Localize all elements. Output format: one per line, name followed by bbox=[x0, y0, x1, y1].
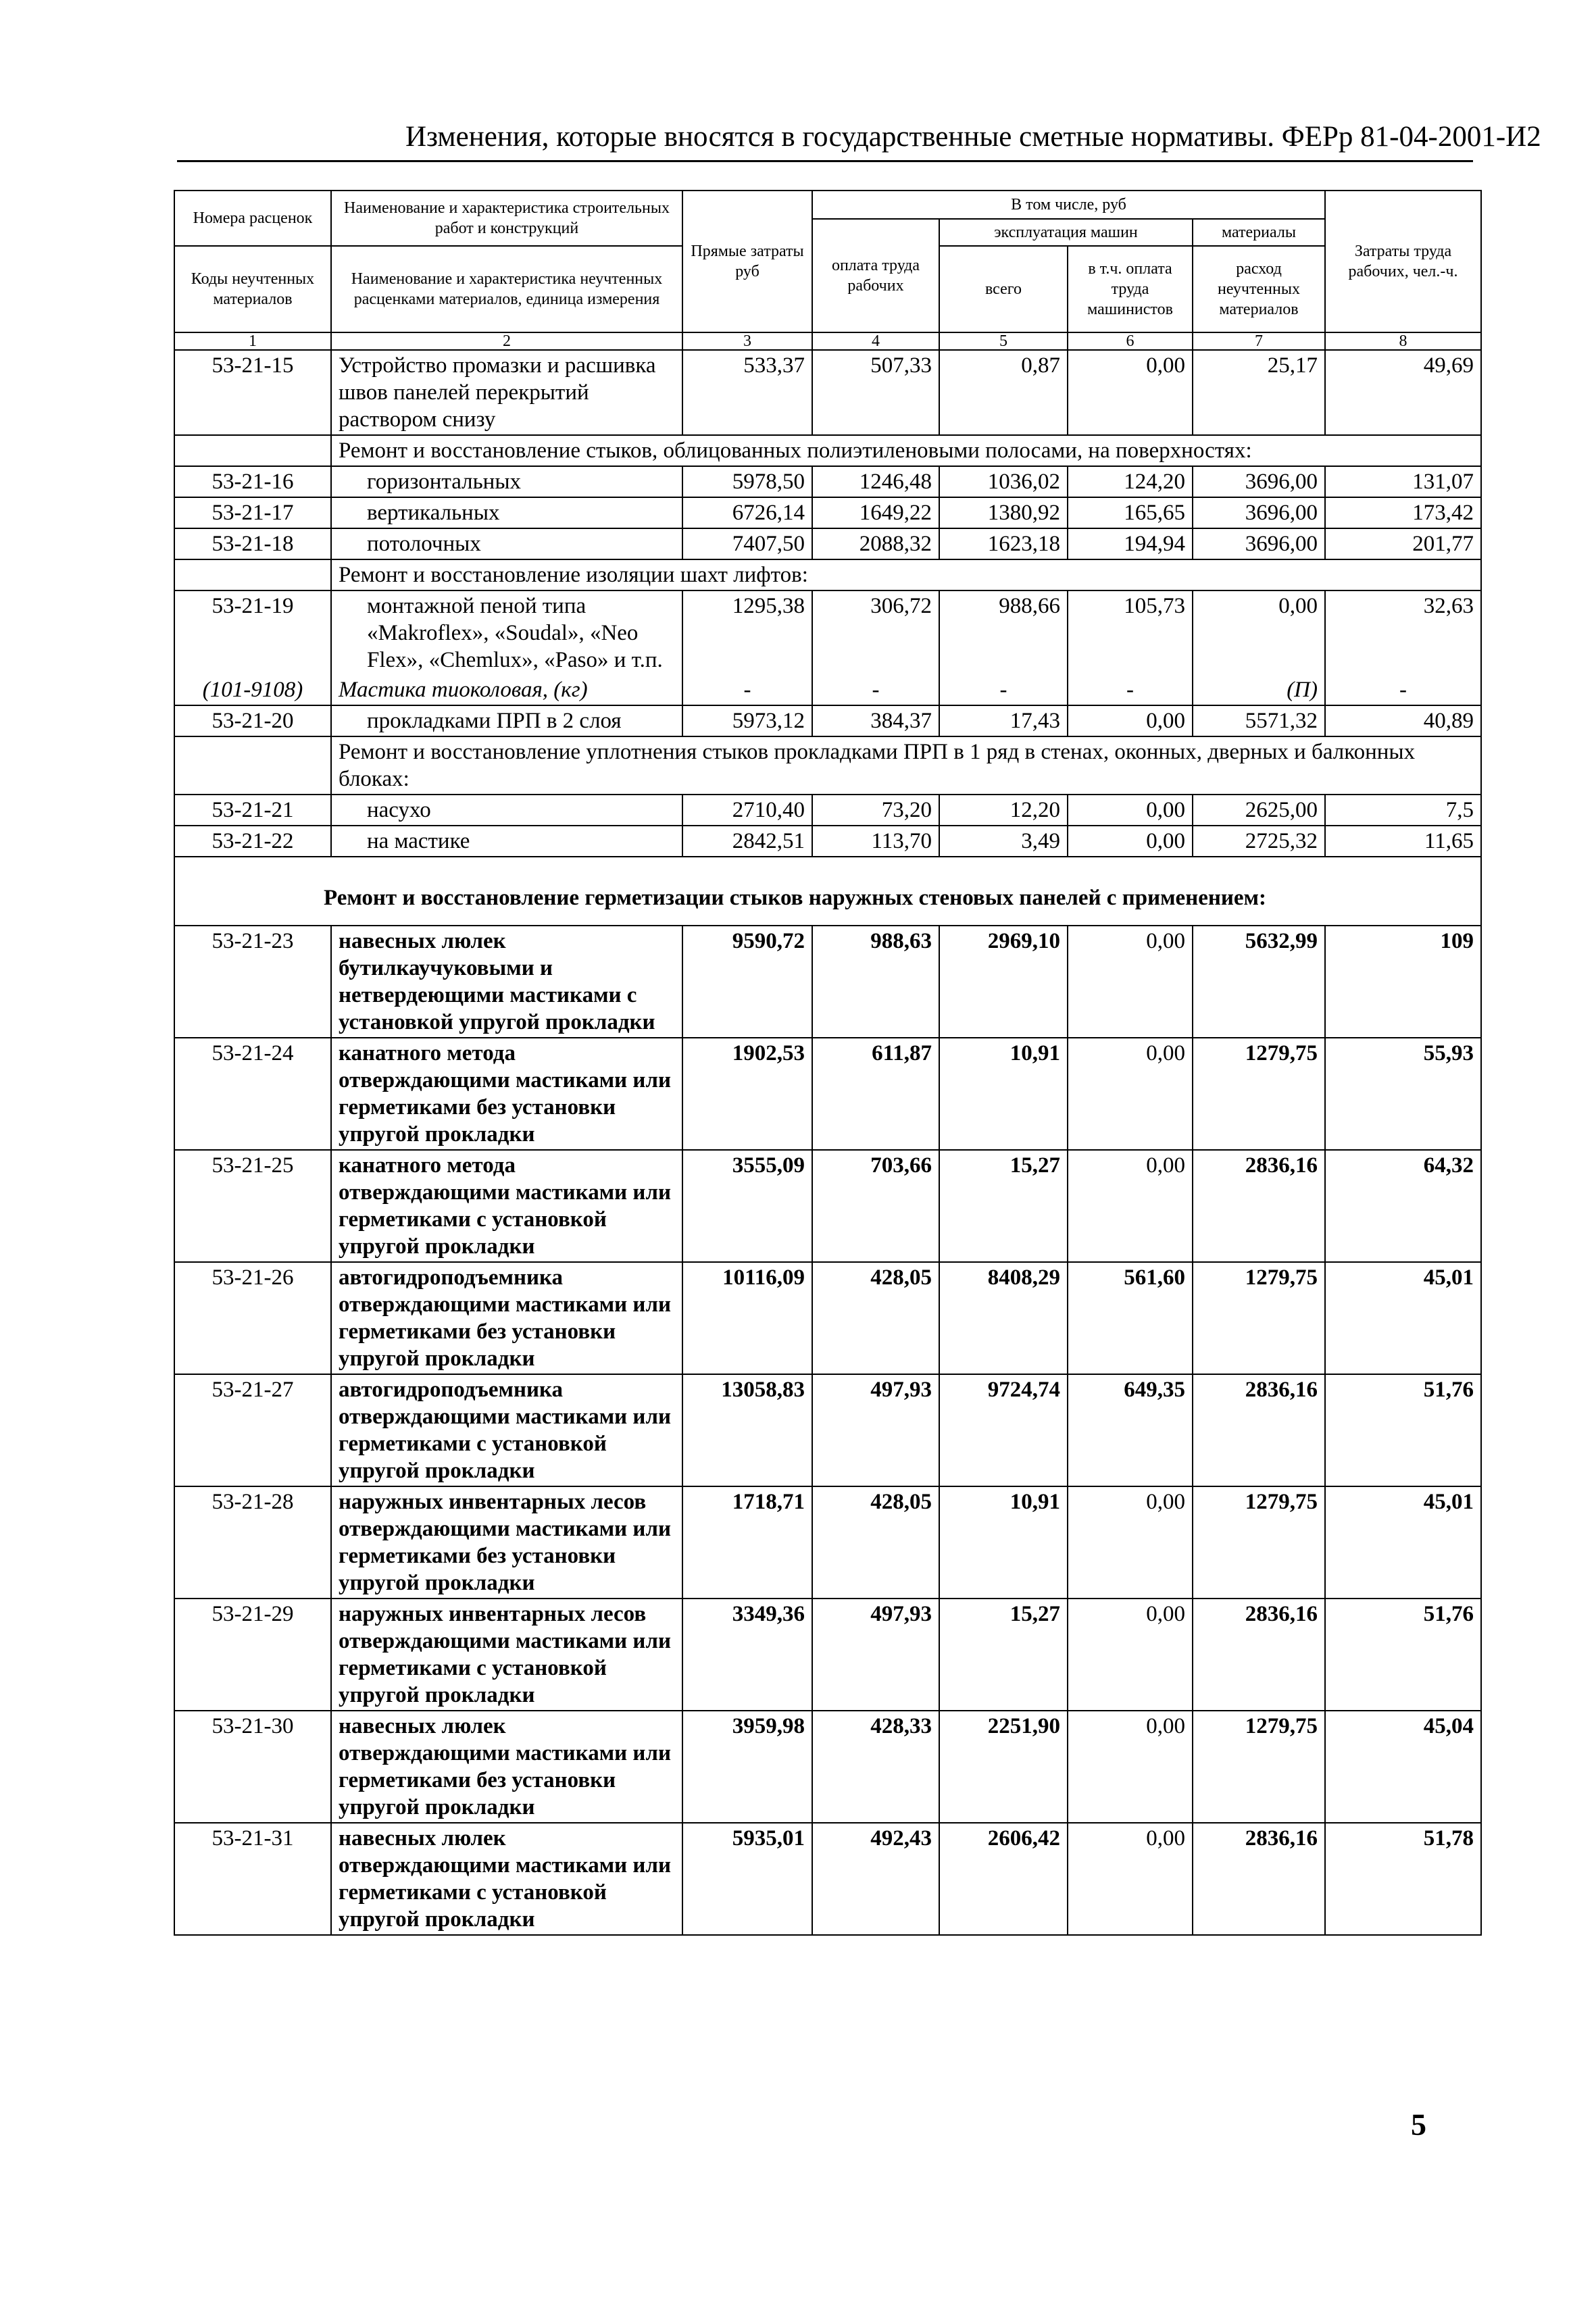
materials: 5632,99 bbox=[1193, 926, 1325, 1038]
table-row bbox=[174, 705, 1481, 736]
col-number: 7 bbox=[1193, 332, 1325, 350]
table-row bbox=[174, 1486, 1481, 1599]
operator-pay: 0,00 bbox=[1068, 795, 1193, 826]
labor-pay: 1649,22 bbox=[812, 497, 939, 528]
rate-code: 53-21-19 bbox=[174, 590, 331, 675]
operator-pay: 0,00 bbox=[1068, 826, 1193, 857]
section-title: Ремонт и восстановление изоляции шахт лифтов: bbox=[331, 559, 1481, 590]
labor-pay: 497,93 bbox=[812, 1374, 939, 1486]
col-number: 1 bbox=[174, 332, 331, 350]
labor-hours: 201,77 bbox=[1325, 528, 1481, 559]
materials: 1279,75 bbox=[1193, 1038, 1325, 1150]
rate-code: 53-21-20 bbox=[174, 705, 331, 736]
machines-total: 988,66 bbox=[939, 590, 1068, 675]
materials: 2725,32 bbox=[1193, 826, 1325, 857]
header-material-consumption: расход неучтенных материалов bbox=[1193, 246, 1325, 332]
labor-hours: 55,93 bbox=[1325, 1038, 1481, 1150]
labor-pay: 428,05 bbox=[812, 1262, 939, 1374]
table-row bbox=[174, 926, 1481, 1038]
materials: 1279,75 bbox=[1193, 1262, 1325, 1374]
materials: 2836,16 bbox=[1193, 1823, 1325, 1935]
table-row bbox=[174, 1038, 1481, 1150]
labor-hours: - bbox=[1325, 675, 1481, 705]
table-row bbox=[174, 1150, 1481, 1262]
work-name: Устройство промазки и расшивка швов панелей перекрытий раствором снизу bbox=[331, 350, 682, 435]
machines-total: 12,20 bbox=[939, 795, 1068, 826]
machines-total: 9724,74 bbox=[939, 1374, 1068, 1486]
labor-hours: 51,78 bbox=[1325, 1823, 1481, 1935]
work-name: канатного метода отверждающими мастиками или герметиками без установки упругой прокладки bbox=[331, 1038, 682, 1150]
operator-pay: 0,00 bbox=[1068, 1599, 1193, 1711]
materials: 2836,16 bbox=[1193, 1599, 1325, 1711]
labor-pay: 507,33 bbox=[812, 350, 939, 435]
labor-pay: 1246,48 bbox=[812, 466, 939, 497]
labor-pay: 73,20 bbox=[812, 795, 939, 826]
table-row bbox=[174, 1823, 1481, 1935]
materials: 1279,75 bbox=[1193, 1711, 1325, 1823]
rate-code: 53-21-15 bbox=[174, 350, 331, 435]
table-row bbox=[174, 1262, 1481, 1374]
rate-code: 53-21-27 bbox=[174, 1374, 331, 1486]
labor-hours: 173,42 bbox=[1325, 497, 1481, 528]
rate-code: 53-21-22 bbox=[174, 826, 331, 857]
rate-code: 53-21-25 bbox=[174, 1150, 331, 1262]
work-name: наружных инвентарных лесов отверждающими мастиками или герметиками без установки упругой прокладки bbox=[331, 1486, 682, 1599]
header-direct-costs: Прямые затраты руб bbox=[682, 191, 812, 332]
direct-costs: 3959,98 bbox=[682, 1711, 812, 1823]
work-name: на мастике bbox=[331, 826, 682, 857]
labor-pay: 611,87 bbox=[812, 1038, 939, 1150]
operator-pay: 649,35 bbox=[1068, 1374, 1193, 1486]
machines-total: 2606,42 bbox=[939, 1823, 1068, 1935]
table-row bbox=[174, 795, 1481, 826]
materials: 3696,00 bbox=[1193, 528, 1325, 559]
materials: 1279,75 bbox=[1193, 1486, 1325, 1599]
rate-code: 53-21-24 bbox=[174, 1038, 331, 1150]
machines-total: 8408,29 bbox=[939, 1262, 1068, 1374]
direct-costs: 7407,50 bbox=[682, 528, 812, 559]
work-name: прокладками ПРП в 2 слоя bbox=[331, 705, 682, 736]
materials: 0,00 bbox=[1193, 590, 1325, 675]
labor-hours: 131,07 bbox=[1325, 466, 1481, 497]
materials: 2836,16 bbox=[1193, 1150, 1325, 1262]
machines-total: 2251,90 bbox=[939, 1711, 1068, 1823]
machines-total: 0,87 bbox=[939, 350, 1068, 435]
operator-pay: 0,00 bbox=[1068, 1038, 1193, 1150]
rate-code: 53-21-26 bbox=[174, 1262, 331, 1374]
materials: 3696,00 bbox=[1193, 466, 1325, 497]
header-labor-pay: оплата труда рабочих bbox=[812, 219, 939, 332]
rate-code: 53-21-21 bbox=[174, 795, 331, 826]
operator-pay: 0,00 bbox=[1068, 1150, 1193, 1262]
direct-costs: 1902,53 bbox=[682, 1038, 812, 1150]
header-material-name: Наименование и характеристика неучтенных расценками материалов, единица измерения bbox=[331, 246, 682, 332]
rate-code: 53-21-18 bbox=[174, 528, 331, 559]
labor-hours: 45,01 bbox=[1325, 1486, 1481, 1599]
labor-hours: 109 bbox=[1325, 926, 1481, 1038]
labor-pay: 703,66 bbox=[812, 1150, 939, 1262]
header-machines-total: всего bbox=[939, 246, 1068, 332]
material-code: (101-9108) bbox=[174, 675, 331, 705]
col-number: 6 bbox=[1068, 332, 1193, 350]
section-title: Ремонт и восстановление уплотнения стыков прокладками ПРП в 1 ряд в стенах, оконных, дверных и балконных блоках: bbox=[331, 736, 1481, 795]
table-row bbox=[174, 826, 1481, 857]
table-row bbox=[174, 350, 1481, 435]
work-name: горизонтальных bbox=[331, 466, 682, 497]
labor-pay: 113,70 bbox=[812, 826, 939, 857]
operator-pay: 105,73 bbox=[1068, 590, 1193, 675]
operator-pay: 0,00 bbox=[1068, 926, 1193, 1038]
labor-hours: 40,89 bbox=[1325, 705, 1481, 736]
col-number: 4 bbox=[812, 332, 939, 350]
labor-pay: 497,93 bbox=[812, 1599, 939, 1711]
machines-total: 17,43 bbox=[939, 705, 1068, 736]
direct-costs: 13058,83 bbox=[682, 1374, 812, 1486]
work-name: насухо bbox=[331, 795, 682, 826]
direct-costs: 9590,72 bbox=[682, 926, 812, 1038]
materials: 2625,00 bbox=[1193, 795, 1325, 826]
operator-pay: 165,65 bbox=[1068, 497, 1193, 528]
work-name: автогидроподъемника отверждающими мастиками или герметиками с установкой упругой прокладки bbox=[331, 1374, 682, 1486]
table-row bbox=[174, 1374, 1481, 1486]
rate-code: 53-21-23 bbox=[174, 926, 331, 1038]
operator-pay: 0,00 bbox=[1068, 1823, 1193, 1935]
direct-costs: 6726,14 bbox=[682, 497, 812, 528]
rate-code: 53-21-30 bbox=[174, 1711, 331, 1823]
direct-costs: 2842,51 bbox=[682, 826, 812, 857]
direct-costs: 10116,09 bbox=[682, 1262, 812, 1374]
materials: (П) bbox=[1193, 675, 1325, 705]
col-number: 5 bbox=[939, 332, 1068, 350]
materials: 2836,16 bbox=[1193, 1374, 1325, 1486]
table-row bbox=[174, 1711, 1481, 1823]
direct-costs: 5978,50 bbox=[682, 466, 812, 497]
direct-costs: 3555,09 bbox=[682, 1150, 812, 1262]
rate-code: 53-21-28 bbox=[174, 1486, 331, 1599]
work-name: вертикальных bbox=[331, 497, 682, 528]
labor-pay: 384,37 bbox=[812, 705, 939, 736]
col-number: 8 bbox=[1325, 332, 1481, 350]
section-row bbox=[174, 559, 1481, 590]
operator-pay: 0,00 bbox=[1068, 705, 1193, 736]
rate-code: 53-21-31 bbox=[174, 1823, 331, 1935]
machines-total: - bbox=[939, 675, 1068, 705]
labor-pay: 428,33 bbox=[812, 1711, 939, 1823]
machines-total: 2969,10 bbox=[939, 926, 1068, 1038]
operator-pay: 0,00 bbox=[1068, 350, 1193, 435]
labor-hours: 32,63 bbox=[1325, 590, 1481, 675]
header-rate-numbers: Номера расценок bbox=[174, 191, 331, 246]
section-row bbox=[174, 857, 1481, 926]
header-operator-pay: в т.ч. оплата труда машинистов bbox=[1068, 246, 1193, 332]
col-number: 3 bbox=[682, 332, 812, 350]
table-row bbox=[174, 1599, 1481, 1711]
labor-hours: 45,04 bbox=[1325, 1711, 1481, 1823]
work-name: навесных люлек отверждающими мастиками или герметиками без установки упругой прокладки bbox=[331, 1711, 682, 1823]
machines-total: 1036,02 bbox=[939, 466, 1068, 497]
document-title: Изменения, которые вносятся в государственные сметные нормативы. ФЕРр 81-04-2001-И2 bbox=[405, 121, 1541, 153]
materials: 3696,00 bbox=[1193, 497, 1325, 528]
materials: 5571,32 bbox=[1193, 705, 1325, 736]
header-work-name: Наименование и характеристика строительных работ и конструкций bbox=[331, 191, 682, 246]
machines-total: 10,91 bbox=[939, 1038, 1068, 1150]
direct-costs: 533,37 bbox=[682, 350, 812, 435]
direct-costs: - bbox=[682, 675, 812, 705]
machines-total: 15,27 bbox=[939, 1599, 1068, 1711]
header-materials: материалы bbox=[1193, 219, 1325, 246]
section-title: Ремонт и восстановление стыков, облицованных полиэтиленовыми полосами, на поверхностях: bbox=[331, 435, 1481, 466]
section-row bbox=[174, 736, 1481, 795]
labor-pay: 988,63 bbox=[812, 926, 939, 1038]
material-name: Мастика тиоколовая, (кг) bbox=[331, 675, 682, 705]
operator-pay: 0,00 bbox=[1068, 1711, 1193, 1823]
work-name: наружных инвентарных лесов отверждающими мастиками или герметиками с установкой упругой прокладки bbox=[331, 1599, 682, 1711]
labor-pay: 306,72 bbox=[812, 590, 939, 675]
labor-pay: - bbox=[812, 675, 939, 705]
direct-costs: 1295,38 bbox=[682, 590, 812, 675]
labor-hours: 64,32 bbox=[1325, 1150, 1481, 1262]
operator-pay: 194,94 bbox=[1068, 528, 1193, 559]
table-row bbox=[174, 590, 1481, 675]
machines-total: 1380,92 bbox=[939, 497, 1068, 528]
labor-hours: 7,5 bbox=[1325, 795, 1481, 826]
rate-code: 53-21-17 bbox=[174, 497, 331, 528]
machines-total: 15,27 bbox=[939, 1150, 1068, 1262]
header-material-codes: Коды неучтенных материалов bbox=[174, 246, 331, 332]
title-underline bbox=[177, 160, 1473, 162]
direct-costs: 3349,36 bbox=[682, 1599, 812, 1711]
labor-hours: 49,69 bbox=[1325, 350, 1481, 435]
direct-costs: 1718,71 bbox=[682, 1486, 812, 1599]
header-labor-hours: Затраты труда рабочих, чел.-ч. bbox=[1325, 191, 1481, 332]
work-name: автогидроподъемника отверждающими мастиками или герметиками без установки упругой прокладки bbox=[331, 1262, 682, 1374]
rate-code: 53-21-16 bbox=[174, 466, 331, 497]
work-name: канатного метода отверждающими мастиками или герметиками с установкой упругой прокладки bbox=[331, 1150, 682, 1262]
page-number: 5 bbox=[1411, 2107, 1426, 2142]
section-row bbox=[174, 435, 1481, 466]
operator-pay: 0,00 bbox=[1068, 1486, 1193, 1599]
direct-costs: 2710,40 bbox=[682, 795, 812, 826]
labor-hours: 11,65 bbox=[1325, 826, 1481, 857]
work-name: навесных люлек бутилкаучуковыми и нетвердеющими мастиками с установкой упругой прокладки bbox=[331, 926, 682, 1038]
work-name: навесных люлек отверждающими мастиками или герметиками с установкой упругой прокладки bbox=[331, 1823, 682, 1935]
operator-pay: 124,20 bbox=[1068, 466, 1193, 497]
operator-pay: - bbox=[1068, 675, 1193, 705]
labor-hours: 51,76 bbox=[1325, 1374, 1481, 1486]
header-machines: эксплуатация машин bbox=[939, 219, 1193, 246]
table-row bbox=[174, 528, 1481, 559]
material-row bbox=[174, 675, 1481, 705]
labor-pay: 428,05 bbox=[812, 1486, 939, 1599]
operator-pay: 561,60 bbox=[1068, 1262, 1193, 1374]
header-including: В том числе, руб bbox=[812, 191, 1325, 219]
labor-hours: 51,76 bbox=[1325, 1599, 1481, 1711]
work-name: монтажной пеной типа «Makroflex», «Soudal», «Neo Flex», «Chemlux», «Paso» и т.п. bbox=[331, 590, 682, 675]
table-row bbox=[174, 466, 1481, 497]
direct-costs: 5973,12 bbox=[682, 705, 812, 736]
work-name: потолочных bbox=[331, 528, 682, 559]
labor-pay: 2088,32 bbox=[812, 528, 939, 559]
section-title: Ремонт и восстановление герметизации стыков наружных стеновых панелей с применением: bbox=[174, 857, 1481, 926]
rate-code: 53-21-29 bbox=[174, 1599, 331, 1711]
materials: 25,17 bbox=[1193, 350, 1325, 435]
direct-costs: 5935,01 bbox=[682, 1823, 812, 1935]
col-number: 2 bbox=[331, 332, 682, 350]
labor-hours: 45,01 bbox=[1325, 1262, 1481, 1374]
table-row bbox=[174, 497, 1481, 528]
rates-table bbox=[174, 190, 1482, 1936]
labor-pay: 492,43 bbox=[812, 1823, 939, 1935]
machines-total: 10,91 bbox=[939, 1486, 1068, 1599]
machines-total: 3,49 bbox=[939, 826, 1068, 857]
machines-total: 1623,18 bbox=[939, 528, 1068, 559]
